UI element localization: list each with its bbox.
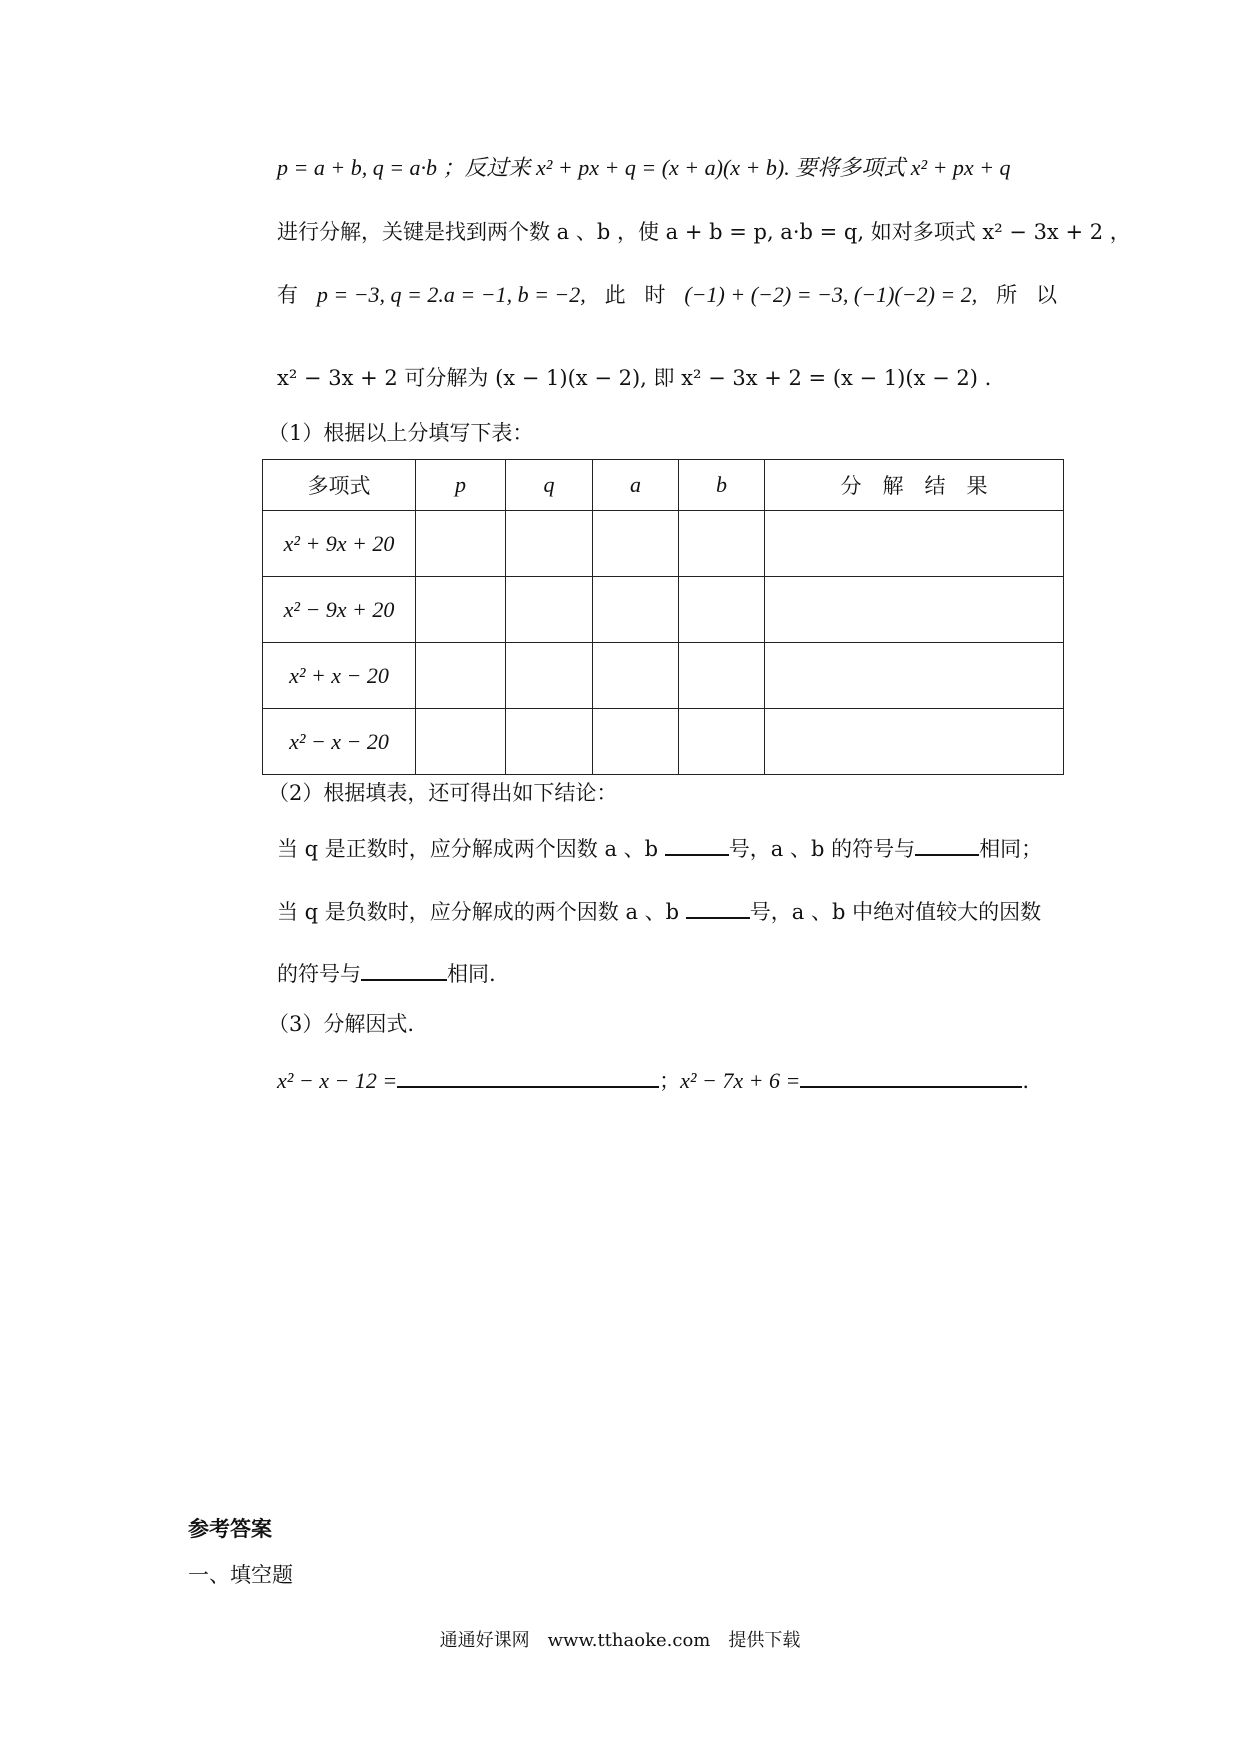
intro-line-3-part: 以 <box>1035 283 1057 307</box>
header-polynomial: 多项式 <box>263 460 416 511</box>
question-2-prompt: （2）根据填表，还可得出如下结论： <box>268 781 618 805</box>
b-cell[interactable] <box>679 511 765 577</box>
conclusion-text: 的符号与 <box>277 962 361 986</box>
separator: ； <box>659 1069 681 1093</box>
header-q: q <box>506 460 593 511</box>
table-row <box>263 511 1064 577</box>
conclusion-text: 当 q 是正数时，应分解成两个因数 a 、b <box>277 837 659 861</box>
q-cell[interactable] <box>506 511 593 577</box>
result-cell[interactable] <box>765 643 1064 709</box>
p-cell[interactable] <box>416 709 506 775</box>
table-row <box>263 643 1064 709</box>
b-cell[interactable] <box>679 577 765 643</box>
p-cell[interactable] <box>416 577 506 643</box>
conclusion-line-1 <box>277 832 1042 864</box>
answers-title: 参考答案 <box>188 1516 272 1541</box>
end-period: . <box>1022 1069 1030 1093</box>
p-cell[interactable] <box>416 511 506 577</box>
conclusion-line-2 <box>277 895 1041 927</box>
conclusion-line-3 <box>277 957 496 989</box>
table-row <box>263 709 1064 775</box>
question-3-prompt: （3）分解因式. <box>268 1012 415 1036</box>
answer-blank[interactable] <box>800 1064 1022 1088</box>
a-cell[interactable] <box>593 511 679 577</box>
factor-exercise-line <box>277 1064 1029 1096</box>
intro-line-3-part: 时 <box>644 283 666 307</box>
exercise-1: x² − x − 12 = <box>277 1068 398 1093</box>
conclusion-text: 号，a 、b 中绝对值较大的因数 <box>749 900 1042 924</box>
intro-line-4: x² − 3x + 2 可分解为 (x − 1)(x − 2), 即 x² − 3x + 2 = (x − 1)(x − 2) . <box>277 366 992 390</box>
b-cell[interactable] <box>679 643 765 709</box>
polynomial-cell: x² − x − 20 <box>263 709 416 775</box>
intro-line-3-part: 此 <box>604 283 626 307</box>
table-header-row <box>263 460 1064 511</box>
intro-line-3-part: (−1) + (−2) = −3, (−1)(−2) = 2, <box>684 282 978 307</box>
conclusion-text: 当 q 是负数时，应分解成的两个因数 a 、b <box>277 900 680 924</box>
answers-section-heading: 一、填空题 <box>188 1563 293 1587</box>
conclusion-text: 号，a 、b 的符号与 <box>728 837 916 861</box>
factor-table <box>262 459 1064 775</box>
polynomial-cell: x² − 9x + 20 <box>263 577 416 643</box>
intro-line-2: 进行分解，关键是找到两个数 a 、b ，使 a + b = p, a·b = q, 如对多项式 x² − 3x + 2 ， <box>277 220 1131 244</box>
page-footer: 通通好课网 www.tthaoke.com 提供下载 <box>439 1630 801 1651</box>
answer-blank[interactable] <box>397 1064 659 1088</box>
answer-blank[interactable] <box>915 832 979 856</box>
q-cell[interactable] <box>506 643 593 709</box>
b-cell[interactable] <box>679 709 765 775</box>
intro-line-3-part: 所 <box>996 283 1018 307</box>
result-cell[interactable] <box>765 577 1064 643</box>
polynomial-cell: x² + 9x + 20 <box>263 511 416 577</box>
header-b: b <box>679 460 765 511</box>
intro-line-1: p = a + b, q = a·b ；反过来 x² + px + q = (x + a)(x + b). 要将多项式 x² + px + q <box>277 155 1011 180</box>
a-cell[interactable] <box>593 643 679 709</box>
intro-line-3-part: p = −3, q = 2.a = −1, b = −2, <box>316 282 586 307</box>
header-result: 分 解 结 果 <box>765 460 1064 511</box>
result-cell[interactable] <box>765 709 1064 775</box>
q-cell[interactable] <box>506 577 593 643</box>
a-cell[interactable] <box>593 577 679 643</box>
exercise-2: x² − 7x + 6 = <box>680 1068 801 1093</box>
conclusion-text: 相同. <box>447 962 496 986</box>
header-a: a <box>593 460 679 511</box>
answer-blank[interactable] <box>686 895 750 919</box>
q-cell[interactable] <box>506 709 593 775</box>
answer-blank[interactable] <box>665 832 729 856</box>
intro-line-3 <box>277 280 1057 310</box>
p-cell[interactable] <box>416 643 506 709</box>
a-cell[interactable] <box>593 709 679 775</box>
question-1-prompt: （1）根据以上分填写下表： <box>268 421 534 445</box>
intro-line-3-part: 有 <box>277 283 298 307</box>
result-cell[interactable] <box>765 511 1064 577</box>
table-row <box>263 577 1064 643</box>
polynomial-cell: x² + x − 20 <box>263 643 416 709</box>
conclusion-text: 相同； <box>979 837 1043 861</box>
header-p: p <box>416 460 506 511</box>
answer-blank[interactable] <box>361 957 447 981</box>
